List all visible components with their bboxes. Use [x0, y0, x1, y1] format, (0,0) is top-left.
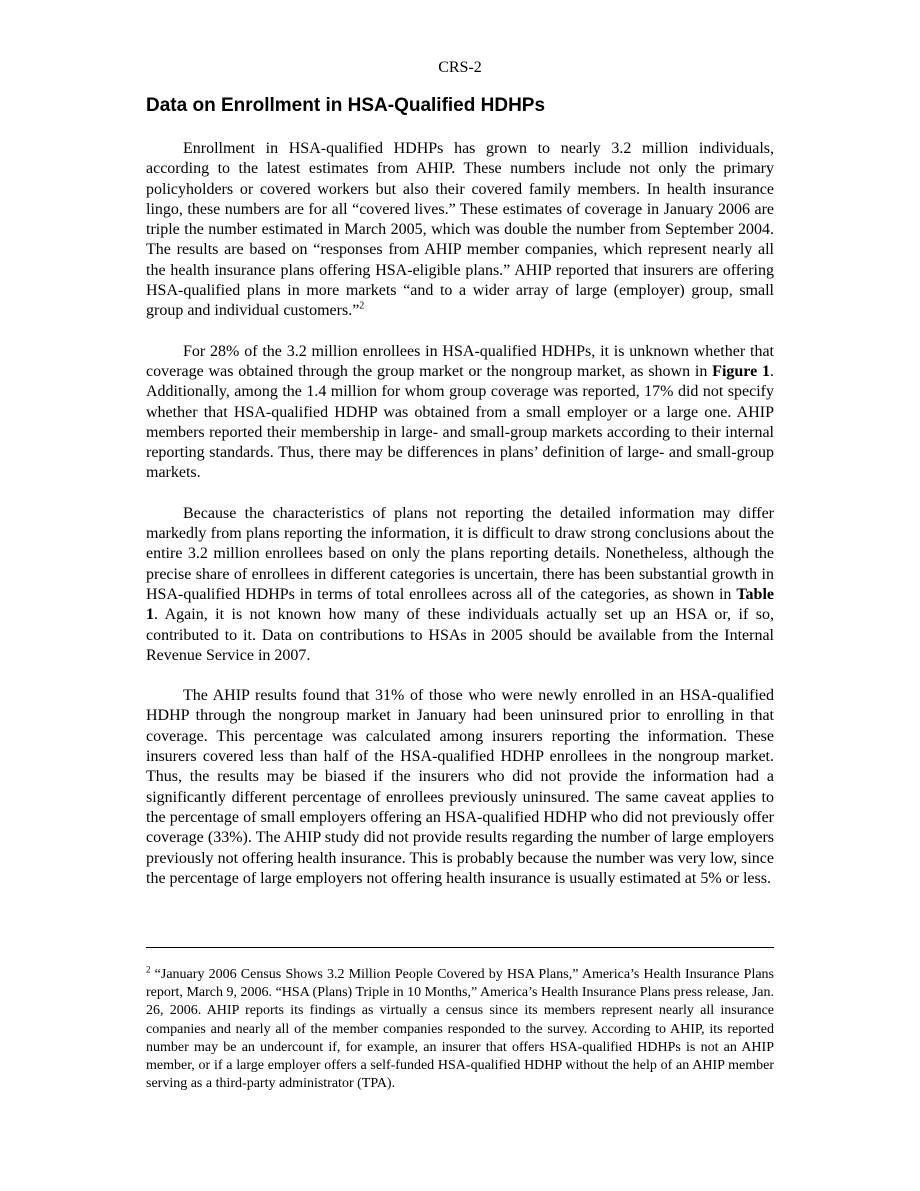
paragraph-market-unknown: [146, 342, 774, 484]
footnote-divider: [146, 947, 774, 948]
paragraph-characteristics: [146, 504, 774, 666]
main-content: [146, 94, 774, 909]
paragraph-uninsured-results: The AHIP results found that 31% of those who were newly enrolled in an HSA-qualified HDHP through the nongroup market in January had been uninsured prior to enrolling in that coverage. This percentage was calculated among insurers reporting the information. These insurers covered less than half of the HSA-qualified HDHP enrollees in the nongroup market. Thus, the results may be biased if the insurers who did not provide the information had a significantly different percentage of enrollees previously uninsured. The same caveat applies to the percentage of small employers offering an HSA-qualified HDHP who did not previously offer coverage (33%). The AHIP study did not provide results regarding the number of large employers previously not offering health insurance. This is probably because the number was very low, since the percentage of large employers not offering health insurance is usually estimated at 5% or less.: [146, 687, 774, 887]
paragraph-text: . Additionally, among the 1.4 million for whom group coverage was reported, 17% did not specify whether that HSA-qualified HDHP was obtained from a small employer or a large one. AHIP members reported their membership in large- and small-group markets according to their internal reporting standards. Thus, there may be differences in plans’ definition of large- and small-group markets.: [146, 362, 775, 482]
footnote-reference[interactable]: 2: [359, 301, 365, 313]
footnote: [146, 966, 774, 1093]
paragraph-text: For 28% of the 3.2 million enrollees in HSA-qualified HDHPs, it is unknown whether that coverage was obtained through the group market or the nongroup market, as shown in: [146, 342, 774, 380]
footnote-text: “January 2006 Census Shows 3.2 Million People Covered by HSA Plans,” America’s Health Insurance Plans report, March 9, 2006. “HSA (Plans) Triple in 10 Months,” America’s Health Insurance Plans press release, Jan. 26, 2006. AHIP reports its findings as virtually a census since its members represent nearly all insurance companies and nearly all of the member companies responded to the survey. According to AHIP, its reported number may be an undercount if, for example, an insurer that offers HSA-qualified HDHPs is not an AHIP member, or if a large employer offers a self-funded HSA-qualified HDHP without the help of an AHIP member serving as a third-party administrator (TPA).: [146, 967, 774, 1092]
page-header: CRS-2: [438, 59, 482, 76]
paragraph-text: Because the characteristics of plans not reporting the detailed information may differ markedly from plans reporting the information, it is difficult to draw strong conclusions about the entire 3.2 million enrollees based on only the plans reporting details. Nonetheless, although the precise share of enrollees in different categories is uncertain, there has been substantial growth in HSA-qualified HDHPs in terms of total enrollees across all of the categories, as shown in: [146, 504, 774, 603]
paragraph-enrollment-growth: [146, 139, 774, 322]
paragraph-text: Enrollment in HSA-qualified HDHPs has grown to nearly 3.2 million individuals, according to the latest estimates from AHIP. These numbers include not only the primary policyholders or covered workers but also their covered family members. In health insurance lingo, these numbers are for all “covered lives.” These estimates of coverage in January 2006 are triple the number estimated in March 2005, which was double the number from September 2004. The results are based on “responses from AHIP member companies, which represent nearly all the health insurance plans offering HSA-eligible plans.” AHIP reported that insurers are offering HSA-qualified plans in more markets “and to a wider array of large (employer) group, small group and individual customers.”: [146, 140, 774, 320]
figure-reference: Figure 1: [712, 362, 771, 380]
paragraph-text: . Again, it is not known how many of these individuals actually set up an HSA or, if so, contributed to it. Data on contributions to HSAs in 2005 should be available from the Internal Revenue Service in 2007.: [146, 606, 774, 664]
footnote-number: 2: [146, 964, 151, 975]
table-reference: Table 1: [146, 585, 774, 624]
section-title: Data on Enrollment in HSA-Qualified HDHPs: [146, 95, 546, 116]
